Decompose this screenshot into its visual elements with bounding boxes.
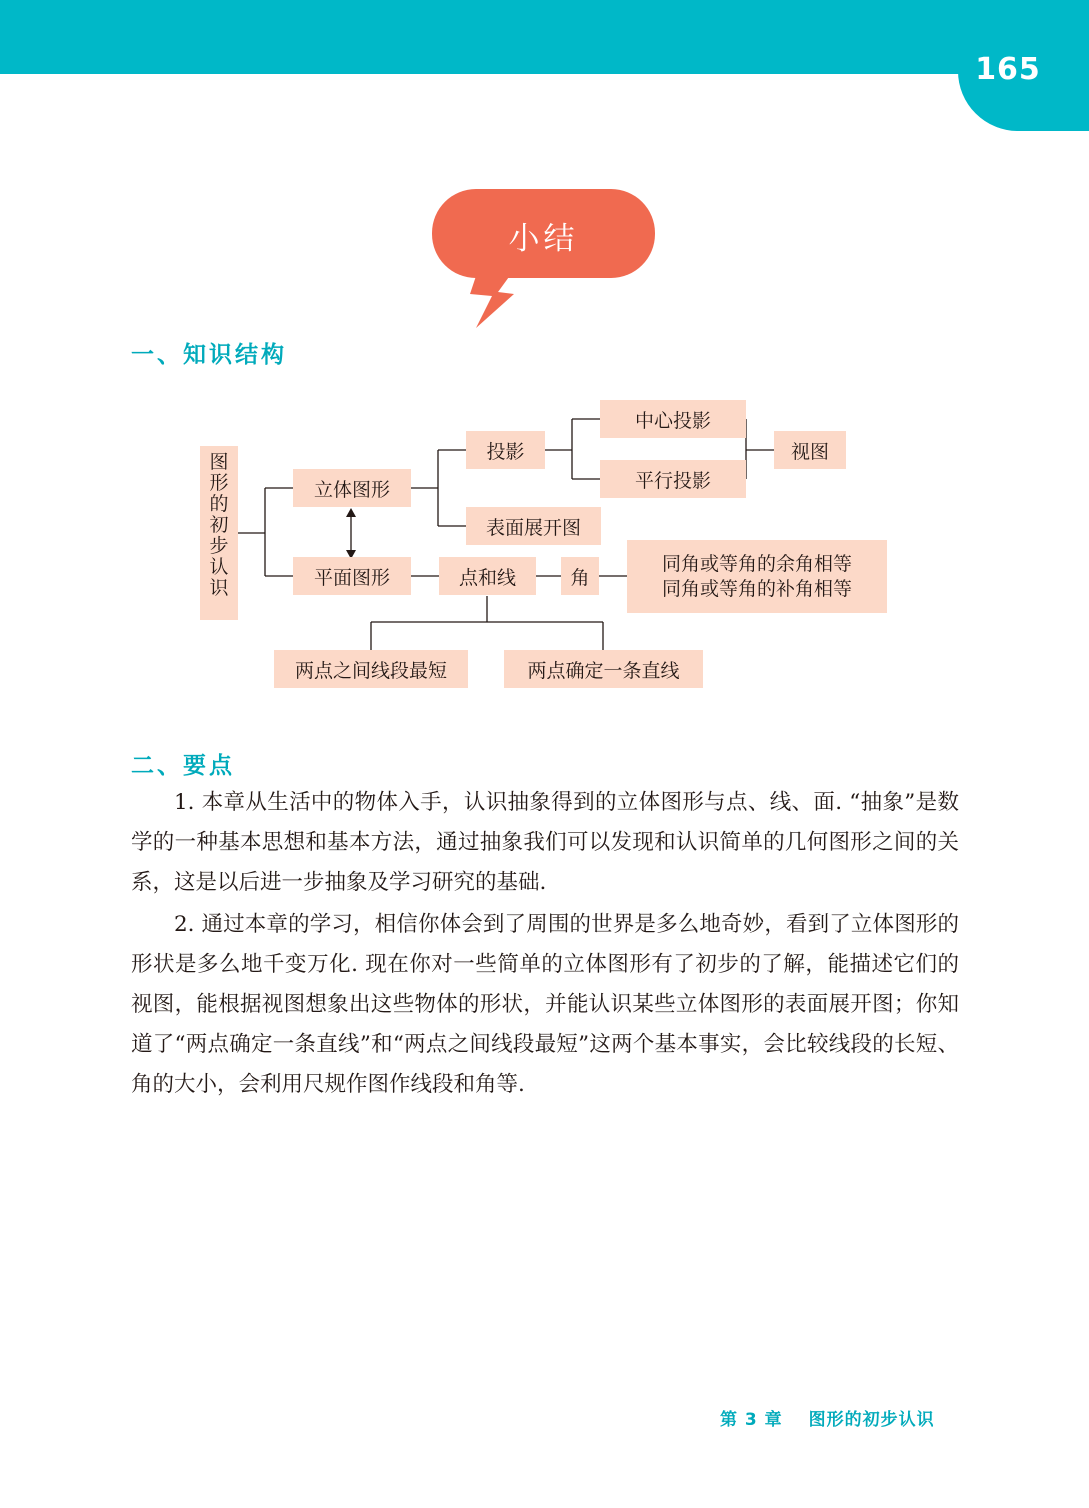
root-node-figure-basics: [200, 446, 238, 620]
key-point-paragraph-2: 2. 通过本章的学习，相信你体会到了周围的世界是多么地奇妙，看到了立体图形的形状是多么地千变万化. 现在你对一些简单的立体图形有了初步的了解，能描述它们的视图，能根据视图想象出这些物体的形状，并能认识某些立体图形的表面展开图；你知道了“两点确定一条直线”和“两点之间线段最短”这两个基本事实，会比较线段的长短、角的大小，会利用尺规作图作线段和角等.: [131, 912, 959, 1097]
node-angle: 角: [561, 557, 599, 595]
node-surface-net: 表面展开图: [466, 507, 601, 545]
root-char: 步: [209, 535, 229, 557]
chapter-number: 第 3 章: [720, 1410, 783, 1430]
root-char: 的: [209, 493, 229, 515]
node-plane-figure: 平面图形: [293, 557, 411, 595]
node-segment-shortest: 两点之间线段最短: [274, 650, 468, 688]
node-solid-figure: 立体图形: [293, 469, 411, 507]
angle-property-complement: 同角或等角的余角相等: [661, 552, 852, 575]
node-projection: 投影: [466, 431, 545, 469]
root-char: 形: [209, 472, 229, 494]
page-number: 165: [975, 52, 1041, 87]
root-char: 识: [209, 577, 229, 599]
node-view: 视图: [774, 431, 846, 469]
node-parallel-projection: 平行投影: [600, 460, 746, 498]
root-char: 认: [209, 556, 229, 578]
node-line-determined: 两点确定一条直线: [504, 650, 703, 688]
section-heading-knowledge-structure: 一、知识结构: [131, 342, 287, 368]
chapter-title: 图形的初步认识: [808, 1410, 935, 1430]
angle-property-supplement: 同角或等角的补角相等: [661, 577, 852, 600]
root-char: 图: [209, 451, 229, 473]
node-point-and-line: 点和线: [439, 557, 536, 595]
key-point-paragraph-1: 1. 本章从生活中的物体入手，认识抽象得到的立体图形与点、线、面. “抽象”是数学的一种基本思想和基本方法，通过抽象我们可以发现和认识简单的几何图形之间的关系，这是以后进一步抽象及学习研究的基础.: [131, 790, 959, 895]
node-angle-properties: [627, 540, 887, 613]
page-title: 小结: [508, 221, 579, 257]
node-central-projection: 中心投影: [600, 400, 746, 438]
section-heading-key-points: 二、要点: [131, 753, 235, 779]
root-char: 初: [209, 514, 229, 536]
chapter-footer: [720, 1405, 935, 1430]
